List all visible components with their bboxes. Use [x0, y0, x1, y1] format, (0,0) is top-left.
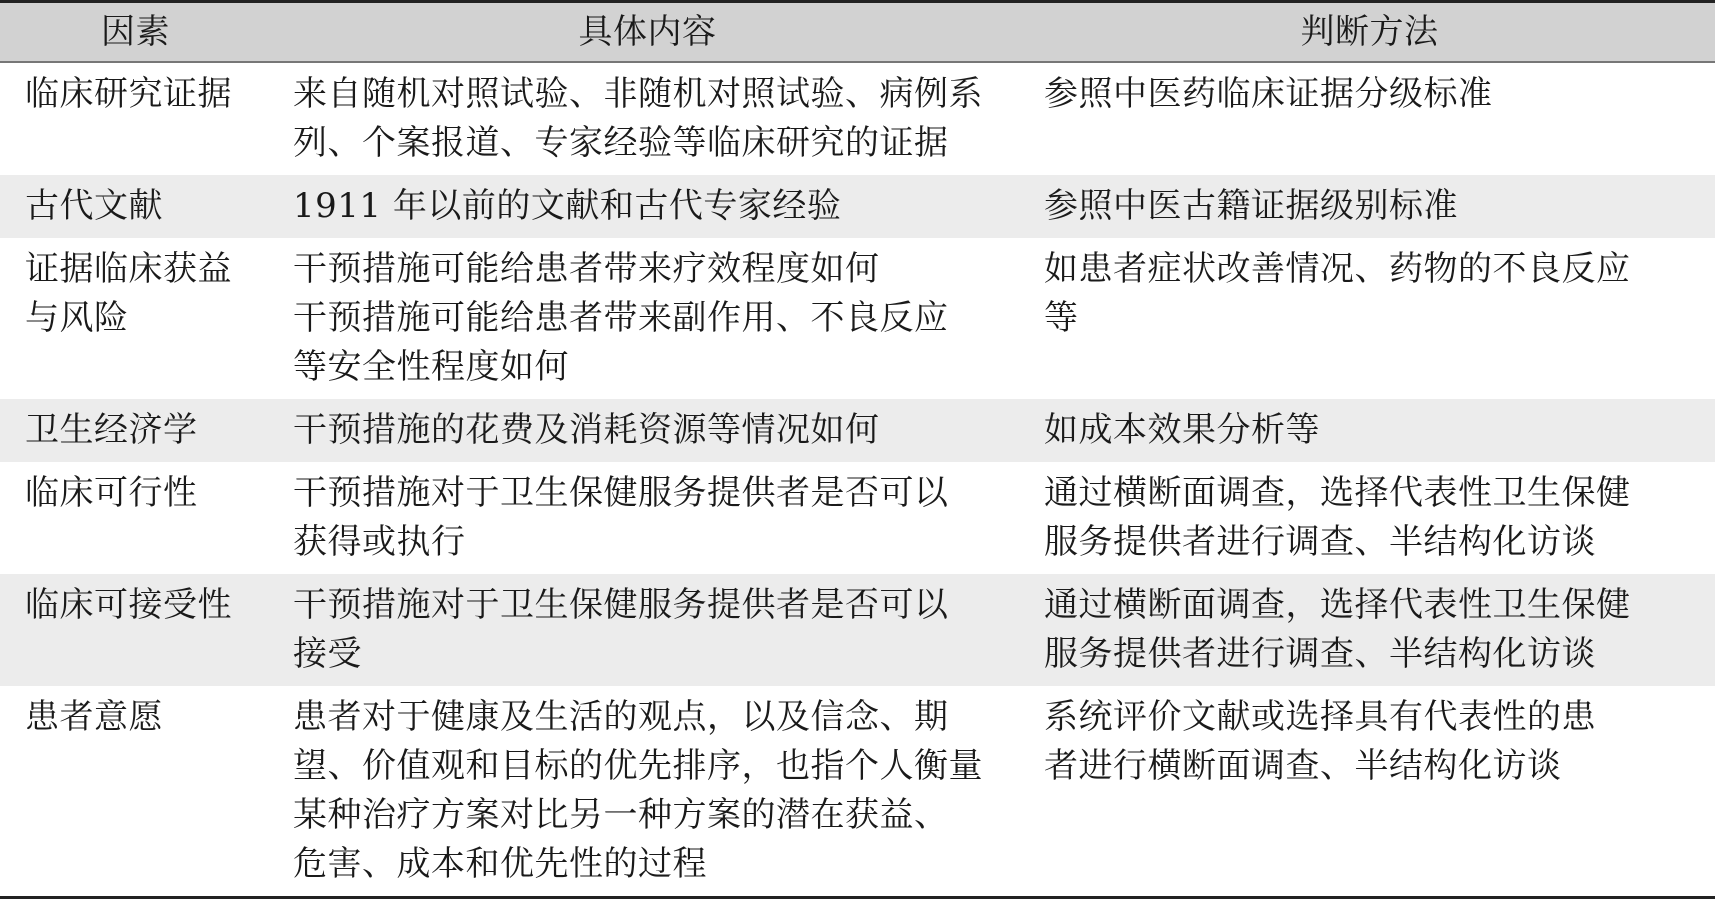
factor-cell: 临床研究证据 [25, 74, 232, 114]
table-row [0, 399, 1715, 462]
method-cell: 通过横断面调查，选择代表性卫生保健 服务提供者进行调查、半结构化访谈 [1044, 585, 1631, 674]
method-cell: 如成本效果分析等 [1044, 410, 1320, 450]
factor-cell: 古代文献 [25, 186, 163, 226]
factor-cell: 患者意愿 [25, 697, 163, 737]
content-cell: 1911 年以前的文献和古代专家经验 [293, 186, 842, 226]
factor-cell: 临床可接受性 [25, 585, 232, 625]
method-cell: 通过横断面调查，选择代表性卫生保健 服务提供者进行调查、半结构化访谈 [1044, 473, 1631, 562]
header-factor: 因素 [101, 12, 170, 52]
header-content: 具体内容 [578, 12, 717, 52]
content-cell: 干预措施对于卫生保健服务提供者是否可以 接受 [293, 585, 949, 674]
content-cell: 患者对于健康及生活的观点，以及信念、期 望、价值观和目标的优先排序，也指个人衡量 某种治疗方案对比另一种方案的潜在获益、 危害、成本和优先性的过程 [293, 697, 983, 884]
factor-cell: 卫生经济学 [25, 410, 198, 450]
method-cell: 系统评价文献或选择具有代表性的患 者进行横断面调查、半结构化访谈 [1044, 697, 1596, 786]
table-row [0, 462, 1715, 574]
table-row [0, 238, 1715, 399]
factor-cell: 临床可行性 [25, 473, 198, 513]
table-row [0, 63, 1715, 175]
content-cell: 干预措施可能给患者带来疗效程度如何 干预措施可能给患者带来副作用、不良反应 等安全性程度如何 [293, 249, 949, 387]
method-cell: 参照中医古籍证据级别标准 [1044, 186, 1458, 226]
header-method: 判断方法 [1300, 12, 1439, 52]
method-cell: 参照中医药临床证据分级标准 [1044, 74, 1493, 114]
content-cell: 干预措施的花费及消耗资源等情况如何 [293, 410, 880, 450]
content-cell: 干预措施对于卫生保健服务提供者是否可以 获得或执行 [293, 473, 949, 562]
table-row [0, 574, 1715, 686]
table-header-row [0, 3, 1715, 63]
method-cell: 如患者症状改善情况、药物的不良反应 等 [1044, 249, 1631, 338]
table-row [0, 175, 1715, 238]
table-row [0, 686, 1715, 896]
content-cell: 来自随机对照试验、非随机对照试验、病例系 列、个案报道、专家经验等临床研究的证据 [293, 74, 983, 163]
factor-cell: 证据临床获益 与风险 [25, 249, 232, 338]
